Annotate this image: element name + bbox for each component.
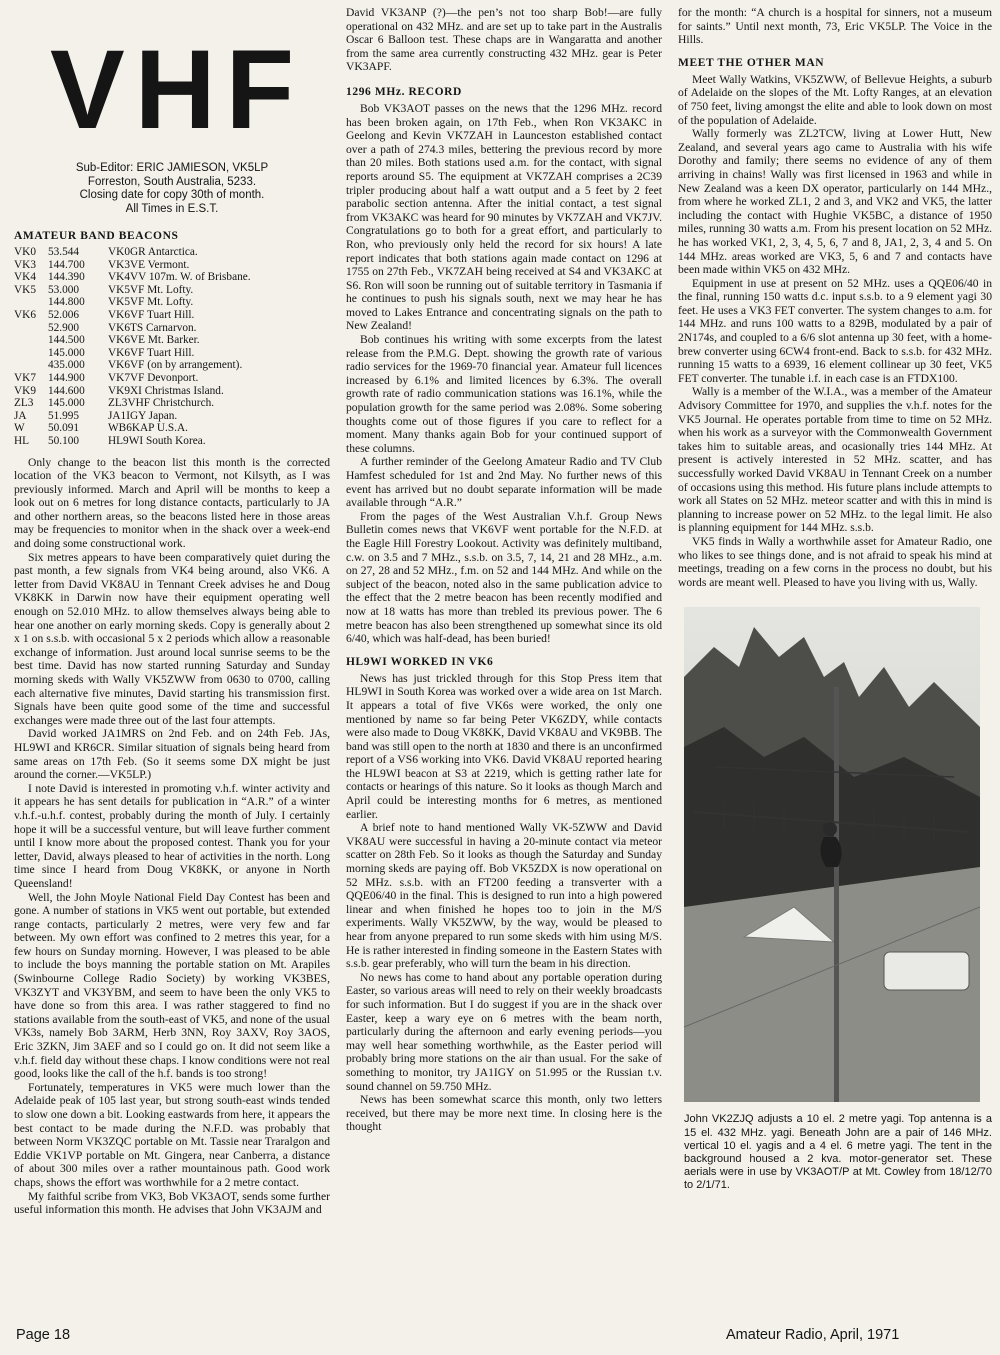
beacon-area: VK0 bbox=[14, 246, 36, 258]
body-paragraph: Six metres appears to have been comparatively quiet during the past month, a few signals from VK4 being around, also VK6. A letter from David VK8AU in Tennant Creek advises he and Doug VK8KK in Darwin now have their equipment operating well enough on 52.010 MHz. to allow themselves always being able to hear one another on early morning skeds. Copy is generally about 2 x 1 on s.s.b. with occasional 5 x 2 periods which allow a reasonable exchange of information. Just around local sunrise seems to be the best time. David has now started running Saturday and Sunday morning skeds with Wally VK5ZWW from 0630 to 0700, calling each alternative five minutes, David starting his transmission first. Signals have been quite good some of the time and successful exchanges were made three out of the last four attempts. bbox=[14, 550, 330, 727]
body-paragraph: My faithful scribe from VK3, Bob VK3AOT, sends some further useful information this month. He advises that John VK3AJM and bbox=[14, 1189, 330, 1217]
beacon-row bbox=[14, 372, 251, 385]
column-1 bbox=[14, 0, 330, 1325]
beacon-frequency: 435.000 bbox=[48, 359, 85, 372]
beacon-frequency: 52.006 bbox=[48, 308, 80, 321]
antenna-photo bbox=[684, 607, 980, 1102]
body-paragraph: I note David is interested in promoting v.h.f. winter activity and it appears he has sent details for publication in “A.R.” of a winter v.h.f.-u.h.f. contest, probably during the month of July. I certainly hope it will be a successful venture, but will leave further comment until I know more about the proposed contest. Thank you for your letter, David, always pleased to hear of activities in the north. Long time since I heard from Doug VK8KK, or anyone in North Queensland! bbox=[14, 781, 330, 890]
body-paragraph: Fortunately, temperatures in VK5 were much lower than the Adelaide peak of 105 last year, but strong south-east winds tended to slow one down a bit. Looking eastwards from here, it appears the best contact to be made during the N.F.D. was probably that between Norm VK3ZQC portable on Mt. Tassie near Traralgon and Eddie VK1VP portable on Mt. Gingera, near Canberra, a distance of about 300 miles over a rather mountainous path. Good work chaps, shows the effort was worthwhile for a 2 metre contact. bbox=[14, 1080, 330, 1189]
beacon-info: WB6KAP U.S.A. bbox=[108, 422, 188, 435]
beacon-area: HL bbox=[14, 434, 30, 447]
beacon-frequency: 53.000 bbox=[48, 283, 80, 296]
beacon-row bbox=[14, 271, 251, 284]
photo-caption: John VK2ZJQ adjusts a 10 el. 2 metre yagi. Top antenna is a 15 el. 432 MHz. yagi. Beneath John are a pair of 146 MHz. vertical 10 el. yagis and a 4 el. 6 metre yagi. The tent in the background housed a 2 kva. motor-generator set. These aerials were in use by VK3AOT/P at Mt. Cowley from 18/12/70 to 2/1/71. bbox=[684, 1113, 992, 1192]
beacon-info: VK6VF Tuart Hill. bbox=[108, 308, 195, 321]
beacon-info: HL9WI South Korea. bbox=[108, 434, 206, 447]
beacon-row bbox=[14, 347, 251, 360]
publication-line: Amateur Radio, April, 1971 bbox=[726, 1327, 900, 1343]
beacon-area: VK4 bbox=[14, 271, 36, 284]
beacon-frequency: 144.500 bbox=[48, 334, 85, 347]
body-paragraph: Only change to the beacon list this month is the corrected location of the VK3 beacon to Vermont, not Kilsyth, as I was previously informed. March and April will be months to keep a look out on 6 metres for long distance contacts, particularly to JA and other northern areas, so the beacons listed here in those areas may be frequencies to monitor when in the shack over a week-end and doing some constructional work. bbox=[14, 455, 330, 551]
beacon-row bbox=[14, 410, 251, 423]
beacon-area bbox=[14, 359, 48, 372]
beacon-area bbox=[14, 347, 48, 360]
photo-car bbox=[884, 952, 969, 990]
beacon-row bbox=[14, 322, 251, 335]
column-2 bbox=[346, 0, 662, 1325]
body-paragraph: From the pages of the West Australian V.h.f. Group News Bulletin comes news that VK6VF went portable for the N.F.D. at the Eagle Hill Forestry Lookout. Activity was definitely multiband, c.w. on 3.5 and 7 MHz., s.s.b. on 3.5, 7, 14, 21 and 28 MHz., a.m. on 27, 28 and 52 MHz., f.m. on 52 and 144 MHz. And while on the subject of the beacon, noted also in the same publication advice to the effect that the 2 metre beacon has been recently modified and now at 18 watts has more than trebled its previous power. The 6 metre beacon has also been strengthened up somewhat since its old 6/40, which was half-dead, has been buried! bbox=[346, 509, 662, 646]
photo-person bbox=[820, 837, 841, 867]
beacon-area: W bbox=[14, 422, 25, 435]
beacon-row bbox=[14, 422, 251, 435]
beacon-area bbox=[14, 296, 48, 309]
photo-person-head bbox=[823, 822, 837, 836]
sub-editor-block bbox=[14, 162, 330, 216]
closing-paragraph: for the month: “A church is a hospital for sinners, not a museum for saints.” Until next month, 73, Eric VK5LP. The Voice in the Hills. bbox=[678, 6, 992, 47]
other-man-heading: MEET THE OTHER MAN bbox=[678, 56, 825, 69]
body-paragraph: Meet Wally Watkins, VK5ZWW, of Bellevue Heights, a suburb of Adelaide on the slopes of the Mt. Lofty Ranges, at an elevation of 750 feet, living amongst the elite and able to look down on most of the population of Adelaide. bbox=[678, 72, 992, 127]
record-heading: 1296 MHz. RECORD bbox=[346, 85, 462, 98]
times-line: All Times in E.S.T. bbox=[125, 202, 219, 215]
beacon-area: VK5 bbox=[14, 283, 36, 296]
hl9wi-heading: HL9WI WORKED IN VK6 bbox=[346, 655, 494, 668]
beacon-frequency: 144.700 bbox=[48, 258, 85, 271]
beacon-area: VK6 bbox=[14, 308, 36, 321]
beacon-info: VK4VV 107m. W. of Brisbane. bbox=[108, 271, 251, 284]
beacon-info: VK6TS Carnarvon. bbox=[108, 321, 197, 334]
body-paragraph: Equipment in use at present on 52 MHz. uses a QQE06/40 in the final, running 150 watts d.c. input s.s.b. to a 9 element yagi 30 feet. He uses a VK3 FET converter. The system changes to a.m. for 144 MHz. and runs 100 watts to a 829B, modulated by a pair of 2N174s, and coupled to a 6/6 slot antenna up 30 feet, with a home-brew converter using 6CW4 front-end. Back to s.s.b. for 432 MHz. running 15 watts to a 6939, 16 element collinear up 30 feet, VK5 FET converter. The tunable i.f. in each case is an FTDX100. bbox=[678, 276, 992, 385]
column-1-text bbox=[14, 456, 330, 1217]
beacon-row bbox=[14, 359, 251, 372]
body-paragraph: A brief note to hand mentioned Wally VK-5ZWW and David VK8AU were successful in having a 20-minute contact via meteor scatter on 28th Feb. So it looks as though the Saturday and Sunday morning skeds are paying off. Bob VK5ZDX is now operational on 52 MHz. s.s.b. with an FT200 feeding a transverter with a QQE06/40 in the final. This is designed to run into a high powered linear and when finished he hopes too to join in the M/S experiments. Wally VK5ZWW, by the way, would be pleased to hear from anyone prepared to run some skeds with him using M/S. He is rather interested in finding someone in the Eastern States with s.s.b. gear preferably, who will turn the beam in his direction. bbox=[346, 821, 662, 971]
beacon-row bbox=[14, 246, 251, 259]
sub-editor-line: Sub-Editor: ERIC JAMIESON, VK5LP bbox=[75, 162, 269, 174]
beacon-info: ZL3VHF Christchurch. bbox=[108, 397, 215, 410]
beacon-frequency: 51.995 bbox=[48, 409, 80, 422]
beacon-area bbox=[14, 322, 48, 335]
beacon-frequency: 144.800 bbox=[48, 296, 85, 309]
continued-paragraph: David VK3ANP (?)—the pen’s not too sharp Bob!—are fully operational on 432 MHz. and are set up to take part in the Australis Oscar 6 Balloon test. These chaps are in Wangaratta and another from the same area currently constructing 432 MHz. gear is Peter VK3APF. bbox=[346, 6, 662, 74]
beacon-info: VK5VF Mt. Lofty. bbox=[108, 296, 194, 309]
beacon-area: ZL3 bbox=[14, 397, 34, 410]
beacon-info: VK0GR Antarctica. bbox=[108, 246, 198, 258]
beacon-area: JA bbox=[14, 409, 27, 422]
photo-mast bbox=[834, 687, 839, 1102]
beacon-info: VK3VE Vermont. bbox=[108, 258, 190, 271]
beacon-frequency: 145.000 bbox=[48, 346, 85, 359]
body-paragraph: No news has come to hand about any portable operation during Easter, so various areas will need to rely on their weekly broadcasts for such information. But I do suggest if you are in the shack over Easter, keep a wary eye on 6 metres with the beam north, particularly during the afternoon and early evening periods—you may well hear something worthwhile, as the Easter period will probably bring more stations on the air than usual. For the sake of something to monitor, try JA1IGY on 51.995 or the Russian t.v. sound channel on 59.750 MHz. bbox=[346, 970, 662, 1093]
beacon-frequency: 144.900 bbox=[48, 371, 85, 384]
beacon-info: VK6VE Mt. Barker. bbox=[108, 334, 200, 347]
body-paragraph: Well, the John Moyle National Field Day Contest has been and gone. A number of stations in VK5 went out portable, but extended range contacts, particularly 2 metres, were very few and far between. My own effort was confined to 2 metres this year, for a few hours on Sunday morning. However, I was pleased to be able to include the boys manning the portable station on Mt. Arapiles (Swinbourne College Radio Society) by working VK3BES, VK3ZYT and VK3YBM, and seem to have been the only VK5 to have done so from this area. I was rather staggered to find no stations available from the south-east of VK5, and none of the usual VK3s, namely Bob 3ARM, Herb 3NN, Roy 3AXV, Roy 3AOS, Eric 3ZKN, Jim 3AEF and so I could go on. It did not seem like a v.h.f. field day without these chaps. I know conditions were not real good, looks like the call of the h.f. bands is too strong! bbox=[14, 890, 330, 1081]
body-paragraph: A further reminder of the Geelong Amateur Radio and TV Club Hamfest scheduled for 1st and 2nd May. No further news of this event has arrived but no doubt separate information will be made available through “A.R.” bbox=[346, 455, 662, 510]
beacon-area: VK9 bbox=[14, 384, 36, 397]
body-paragraph: Wally formerly was ZL2TCW, living at Lower Hutt, New Zealand, and several years ago came to Australia with his wife Dorothy and family; there seems no evidence of any of them arriving in chains! Wally was first licensed in 1963 and while in New Zealand was a keen DX operator, particularly on 144 MHz., from where he worked ZL1, 2 and 3, and VK2 and VK5, the latter including the contact with Hughie VK5BC, a distance of 1950 miles, running 30 watts a.m. From his present location on 52 MHz. he has worked VK1, 2, 3, 4, 5, 6, 7 and 8, JA1, 2, 3, 4 and 5. On 144 MHz. areas worked are VK3, 5, 6 and 7 and contacts have been made within VK5 on 432 MHz. bbox=[678, 127, 992, 277]
beacon-area: VK3 bbox=[14, 258, 36, 271]
beacon-row bbox=[14, 334, 251, 347]
beacon-info: VK9XI Christmas Island. bbox=[108, 384, 224, 397]
beacon-row bbox=[14, 284, 251, 297]
hl9wi-text bbox=[346, 672, 662, 1134]
body-paragraph: Wally is a member of the W.I.A., was a member of the Amateur Advisory Committee for 1970, and supplies the v.h.f. notes for the VK5 Journal. He operates portable from time to time on 52 MHz. when his work as a surveyor with the Commonwealth Government takes him to suitable areas, and ocasionally tries 144 MHz. At present is actively interested in 52 MHz. scatter, and has successfully worked David VK8AU in Tennant Creek on a number of occasions using this method. His future plans include attempts to work all States on 52 MHz. meteor scatter and with this in mind is planning to increase power on 52 MHz. to the legal limit. He also is planning equipment for 144 MHz. s.s.b. bbox=[678, 385, 992, 535]
beacon-row bbox=[14, 435, 251, 448]
body-paragraph: Bob VK3AOT passes on the news that the 1296 MHz. record has been broken again, on 17th Feb., when Ron VK3AKC in Geelong and Kevin VK7ZAH in Launceston established contact over a path of 274.3 miles, bettering the previous record by more than 20 miles. Both stations used a.m. for the contact, with signal reports around S5. The equipment at VK7ZAH comprises a 2C39 tripler producing about half a watt output and a 5 feet by 2 feet parabolic section antenna. After the initial contact, a test signal from VK3AKC was heard for 90 minutes by VK7ZAH and VK7JV. Congratulations go to both for a great effort, and particularly to Ron, who previously only held the record for six hours! A late report indicates that both stations again made contact on 1296 at 1755 on 27th Feb., VK7ZAH being received at S4 and VK3AKC at S6. Ron will soon be running out of suitable territory in Tasmania if he continues to push his signals south, next we may hear he has moved to Lakes Entrance and concentrating signals on the path to New Zealand! bbox=[346, 101, 662, 333]
beacon-frequency: 144.390 bbox=[48, 271, 85, 284]
column-3 bbox=[678, 0, 992, 1325]
other-man-text bbox=[678, 73, 992, 590]
beacon-frequency: 145.000 bbox=[48, 397, 85, 410]
beacon-frequency: 50.100 bbox=[48, 434, 80, 447]
beacon-area bbox=[14, 334, 48, 347]
address-line: Forreston, South Australia, 5233. bbox=[87, 175, 257, 188]
beacon-frequency: 50.091 bbox=[48, 422, 80, 435]
beacon-row bbox=[14, 309, 251, 322]
beacon-table bbox=[14, 246, 251, 448]
body-paragraph: Bob continues his writing with some excerpts from the latest release from the P.M.G. Dept. showing the growth rate of various radio services for the 1969-70 financial year. Amateur full licences increased by 6.1% and limited licences by 6.3%. The overall growth rate of radio communication stations was 16.1%, while the population growth for the same period was 2.08%. Some sobering thoughts come out of those figures if you care to reflect for a moment. Many thanks again Bob for your continued support of these columns. bbox=[346, 333, 662, 455]
body-paragraph: News has just trickled through for this Stop Press item that HL9WI in South Korea was worked over a wide area on 1st March. It appears a total of five VK6s were worked, the only one mentioned by name so far being Peter VK6ZDY, while contacts were also made to Doug VK8KK, David VK8AU and VK9BB. The band was still open to the north at 1830 and there is an unconfirmed report of a VS6 working into VK6. David VK8AU reported hearing the HL9WI beacon at S3 at 2219, which is getting rather late for contacts or hearings of this nature. So it looks as though March and April could be interesting months for 6 metres, as mentioned earlier. bbox=[346, 671, 662, 821]
beacon-row bbox=[14, 385, 251, 398]
beacon-row bbox=[14, 397, 251, 410]
body-paragraph: News has been somewhat scarce this month, only two letters received, but there may be more next time. In closing here is the thought bbox=[346, 1093, 662, 1134]
beacon-info: JA1IGY Japan. bbox=[108, 409, 178, 422]
beacons-heading: AMATEUR BAND BEACONS bbox=[14, 230, 179, 242]
beacon-info: VK7VF Devonport. bbox=[108, 371, 199, 384]
beacon-info: VK6VF Tuart Hill. bbox=[108, 346, 195, 359]
beacon-frequency: 52.900 bbox=[48, 321, 80, 334]
beacon-row bbox=[14, 296, 251, 309]
beacon-info: VK5VF Mt. Lofty. bbox=[108, 283, 194, 296]
page-number: Page 18 bbox=[16, 1327, 71, 1343]
beacon-frequency: 144.600 bbox=[48, 384, 85, 397]
section-title: VHF bbox=[50, 27, 304, 152]
closing-date-line: Closing date for copy 30th of month. bbox=[79, 189, 265, 201]
beacon-area: VK7 bbox=[14, 371, 36, 384]
beacon-frequency: 53.544 bbox=[48, 246, 80, 258]
body-paragraph: VK5 finds in Wally a worthwhile asset for Amateur Radio, one who likes to see things done, and is not afraid to speak his mind at meetings, treading on a few corns in the process no doubt, but his words are meant well. Pleased to have you living with us, Wally. bbox=[678, 534, 992, 589]
beacon-row bbox=[14, 259, 251, 272]
beacon-info: VK6VF (on by arrangement). bbox=[108, 359, 243, 372]
record-text bbox=[346, 102, 662, 646]
body-paragraph: David worked JA1MRS on 2nd Feb. and on 24th Feb. JAs, HL9WI and KR6CR. Similar situation of signals being heard from same areas on 17th Feb. (So it seems some DX might be just around the corner.—VK5LP.) bbox=[14, 727, 330, 782]
